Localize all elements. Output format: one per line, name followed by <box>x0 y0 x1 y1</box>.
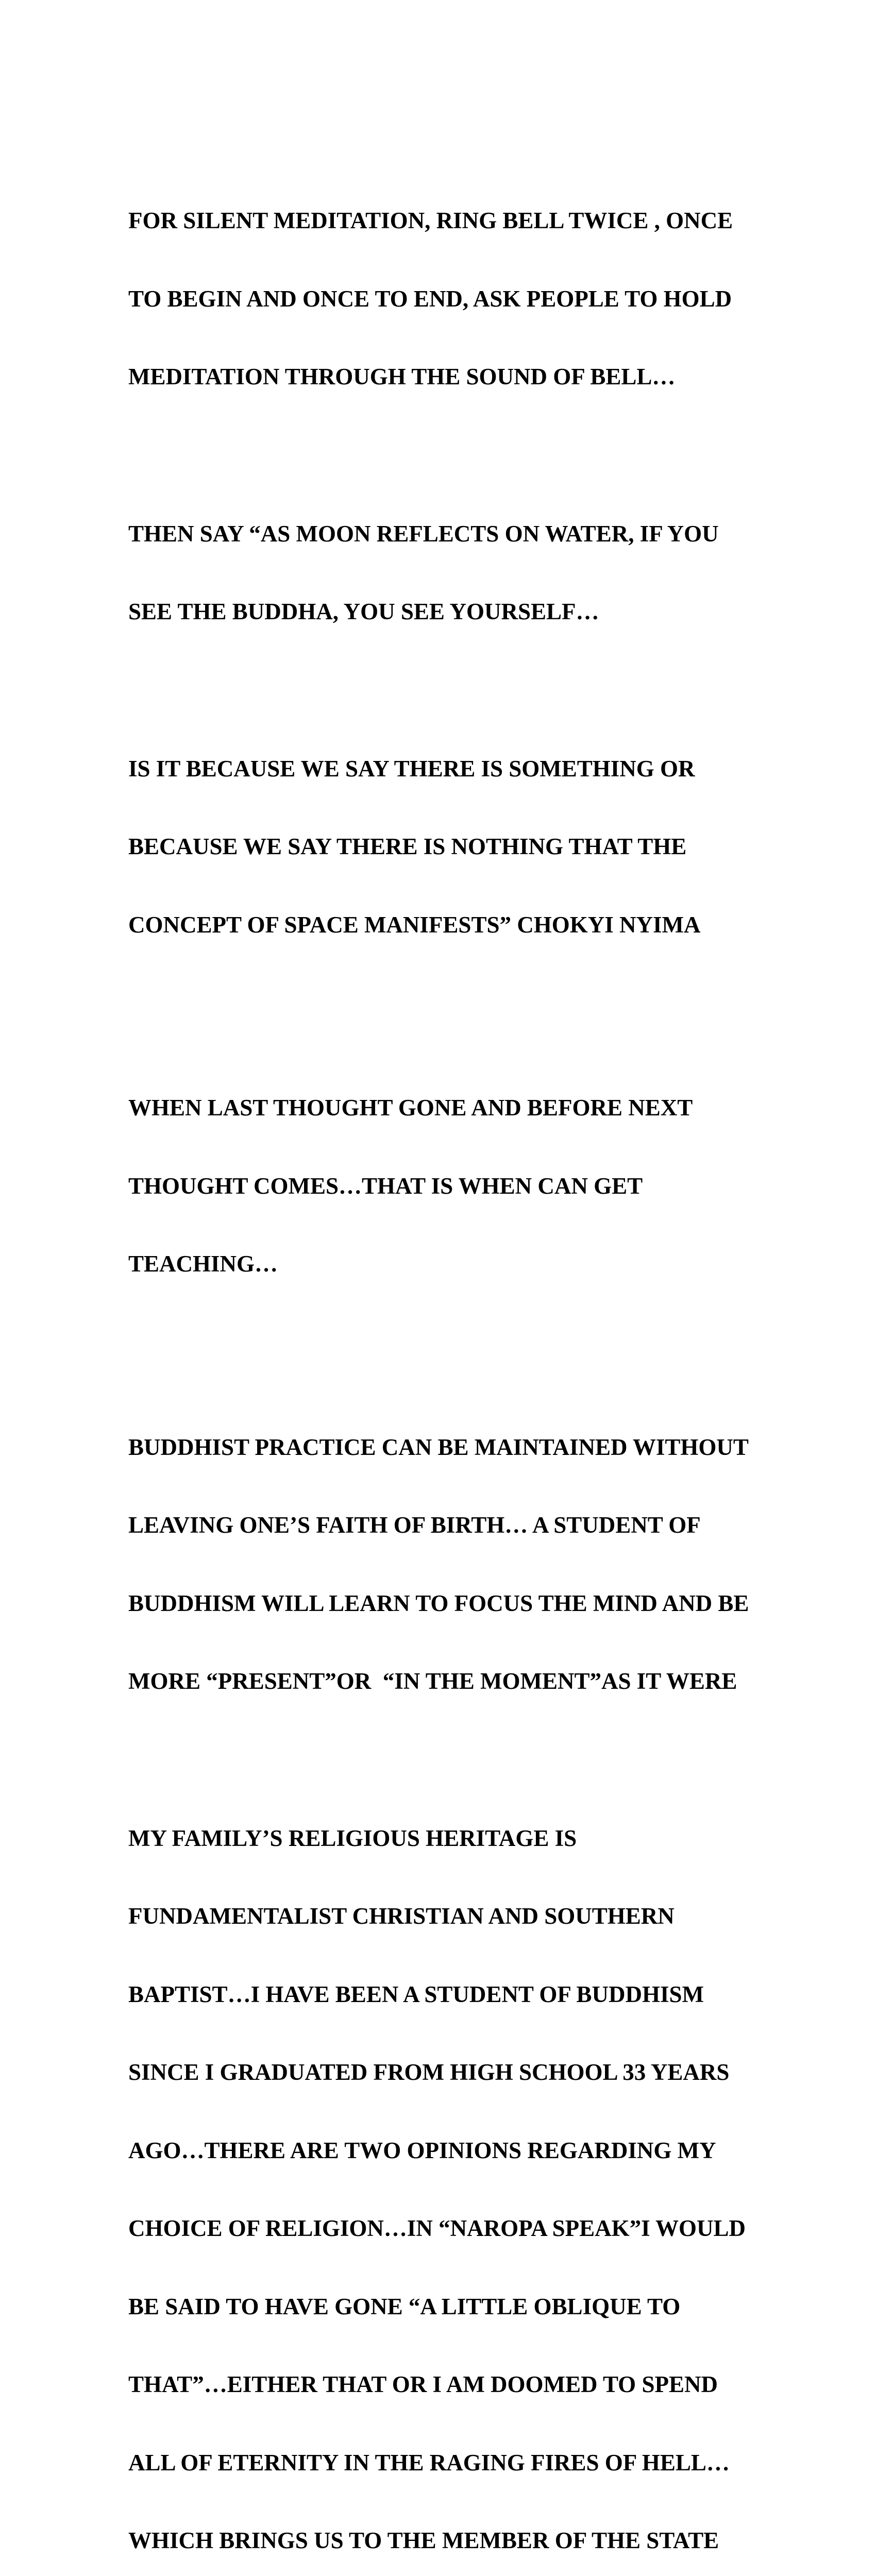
text-line: IS IT BECAUSE WE SAY THERE IS SOMETHING OR <box>128 756 798 782</box>
text-line: FOR SILENT MEDITATION, RING BELL TWICE , ONCE <box>128 208 798 234</box>
text-line: THEN SAY “AS MOON REFLECTS ON WATER, IF YOU <box>128 521 798 547</box>
text-line: MEDITATION THROUGH THE SOUND OF BELL… <box>128 364 798 390</box>
text-line: WHEN LAST THOUGHT GONE AND BEFORE NEXT <box>128 1095 798 1121</box>
text-line: FUNDAMENTALIST CHRISTIAN AND SOUTHERN <box>128 1903 798 1929</box>
text-line: CONCEPT OF SPACE MANIFESTS” CHOKYI NYIMA <box>128 912 798 938</box>
paragraph-spacer <box>128 990 798 1043</box>
text-line: BAPTIST…I HAVE BEEN A STUDENT OF BUDDHISM <box>128 1981 798 2008</box>
paragraph-family-heritage <box>128 1773 798 2576</box>
text-line: BECAUSE WE SAY THERE IS NOTHING THAT THE <box>128 834 798 860</box>
text-line: SINCE I GRADUATED FROM HIGH SCHOOL 33 YEARS <box>128 2059 798 2086</box>
text-line: WHICH BRINGS US TO THE MEMBER OF THE STATE <box>128 2528 798 2554</box>
text-line: THOUGHT COMES…THAT IS WHEN CAN GET <box>128 1173 798 1199</box>
text-line: SEE THE BUDDHA, YOU SEE YOURSELF… <box>128 599 798 625</box>
paragraph-spacer <box>128 1747 798 1773</box>
text-line: TO BEGIN AND ONCE TO END, ASK PEOPLE TO HOLD <box>128 286 798 312</box>
text-line: CHOICE OF RELIGION…IN “NAROPA SPEAK”I WOULD <box>128 2215 798 2242</box>
paragraph-bell-instructions <box>128 156 798 442</box>
text-line: BE SAID TO HAVE GONE “A LITTLE OBLIQUE TO <box>128 2294 798 2320</box>
paragraph-spacer <box>128 1329 798 1382</box>
paragraph-thought-gap <box>128 1043 798 1329</box>
text-line: BUDDHIST PRACTICE CAN BE MAINTAINED WITHOUT <box>128 1434 798 1461</box>
document-page <box>0 0 876 1133</box>
paragraph-space-quote <box>128 704 798 990</box>
paragraph-moon-quote <box>128 469 798 677</box>
paragraph-spacer <box>128 677 798 704</box>
text-line: ALL OF ETERNITY IN THE RAGING FIRES OF HELL… <box>128 2450 798 2476</box>
document-body <box>128 156 798 2576</box>
text-line: BUDDHISM WILL LEARN TO FOCUS THE MIND AND BE <box>128 1590 798 1617</box>
text-line: MORE “PRESENT”OR “IN THE MOMENT”AS IT WERE <box>128 1668 798 1694</box>
text-line: LEAVING ONE’S FAITH OF BIRTH… A STUDENT OF <box>128 1512 798 1538</box>
text-line: MY FAMILY’S RELIGIOUS HERITAGE IS <box>128 1825 798 1852</box>
text-line: THAT”…EITHER THAT OR I AM DOOMED TO SPEND <box>128 2371 798 2398</box>
text-line: AGO…THERE ARE TWO OPINIONS REGARDING MY <box>128 2138 798 2164</box>
paragraph-buddhist-practice <box>128 1382 798 1747</box>
paragraph-spacer <box>128 442 798 469</box>
text-line: TEACHING… <box>128 1251 798 1277</box>
